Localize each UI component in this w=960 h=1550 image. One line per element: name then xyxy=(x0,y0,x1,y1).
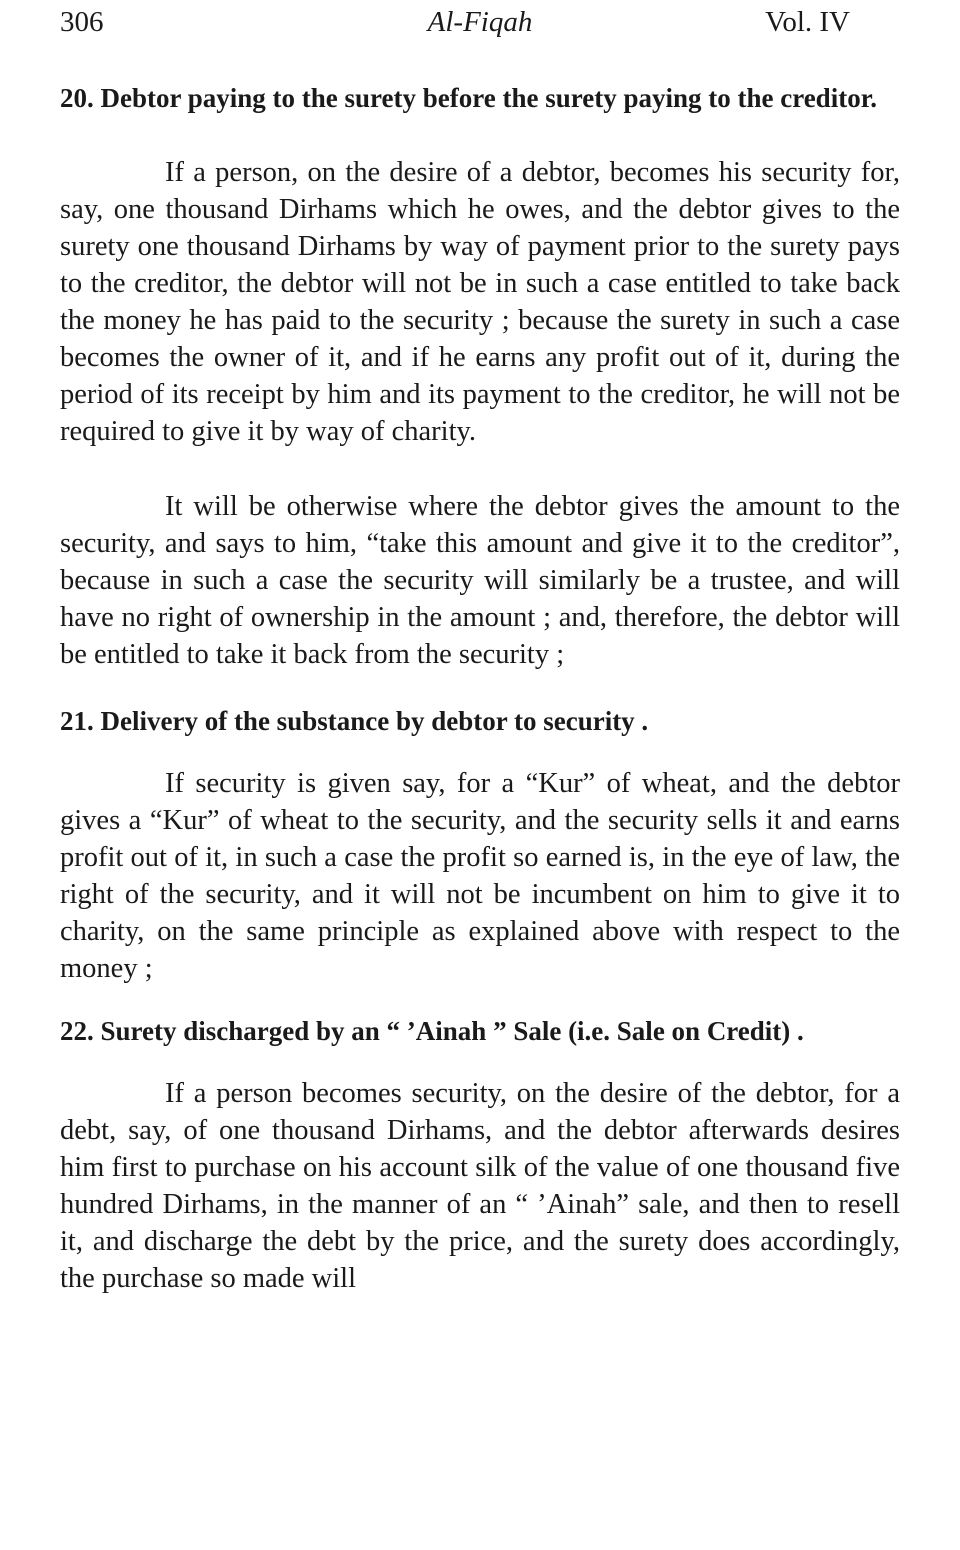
section-heading-21: 21. Delivery of the substance by debtor to security . xyxy=(60,706,649,736)
page-number: 306 xyxy=(60,6,104,38)
paragraph: If security is given say, for a “Kur” of wheat, and the debtor gives a “Kur” of wheat to the security, and the security sells it and earns profit out of it, in such a case the profit so earned is, in the eye of law, the right of the security, and it will not be incumbent on him to give it to charity, on the same principle as explained above with respect to the money ; xyxy=(60,768,900,984)
document-page xyxy=(60,0,900,1297)
section-heading-20: 20. Debtor paying to the surety before the surety paying to the creditor. xyxy=(60,83,877,113)
book-title: Al-Fiqah xyxy=(427,6,533,38)
volume-label: Vol. IV xyxy=(765,6,850,38)
paragraph: If a person, on the desire of a debtor, becomes his security for, say, one thousand Dirhams which he owes, and the debtor gives to the surety one thousand Dirhams by way of payment prior to the surety pays to the creditor, the debtor will not be in such a case entitled to take back the money he has paid to the security ; because the surety in such a case becomes the owner of it, and if he earns any profit out of it, during the period of its receipt by him and its payment to the creditor, he will not be required to give it by way of charity. xyxy=(60,157,900,447)
running-header xyxy=(60,2,900,42)
paragraph: If a person becomes security, on the desire of the debtor, for a debt, say, of one thousand Dirhams, and the debtor afterwards desires him first to purchase on his account silk of the value of one thousand five hundred Dirhams, in the manner of an “ ’Ainah” sale, and then to resell it, and discharge the debt by the price, and the surety does accordingly, the purchase so made will xyxy=(60,1078,900,1294)
section-heading-22: 22. Surety discharged by an “ ’Ainah ” Sale (i.e. Sale on Credit) . xyxy=(60,1016,804,1046)
paragraph: It will be otherwise where the debtor gives the amount to the security, and says to him, “take this amount and give it to the creditor”, because in such a case the security will similarly be a trustee, and will have no right of ownership in the amount ; and, therefore, the debtor will be entitled to take it back from the security ; xyxy=(60,491,900,670)
